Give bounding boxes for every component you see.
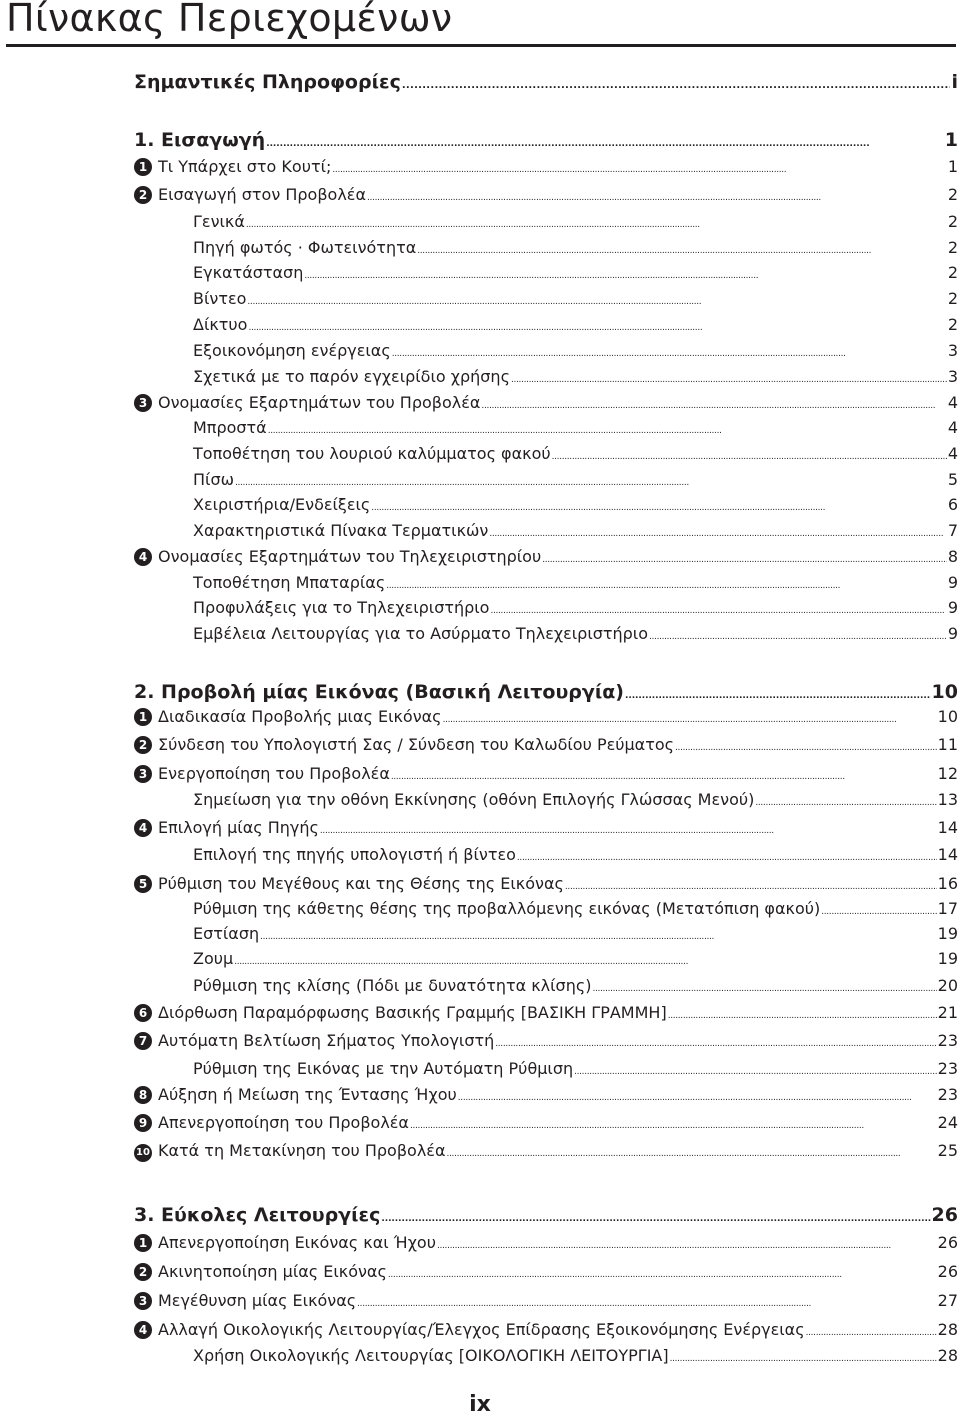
- toc-entry[interactable]: [134, 707, 958, 730]
- toc-entry[interactable]: [193, 470, 958, 493]
- dot-leader: [649, 624, 947, 647]
- dot-leader: [367, 185, 947, 208]
- toc-entry[interactable]: [193, 289, 958, 312]
- toc-entry[interactable]: [193, 521, 958, 544]
- toc-entry[interactable]: [134, 874, 958, 897]
- toc-entry-label: [134, 1085, 457, 1105]
- toc-entry-label: [134, 128, 265, 152]
- dot-leader: [332, 157, 946, 180]
- toc-entry[interactable]: [134, 157, 958, 180]
- toc-entry-label: [134, 764, 390, 784]
- toc-entry[interactable]: [134, 1262, 958, 1285]
- toc-entry-label: [134, 1141, 446, 1163]
- toc-entry-text: Απενεργοποίηση του Προβολέα: [158, 1113, 409, 1132]
- toc-entry-text: Χειριστήρια/Ενδείξεις: [193, 495, 371, 514]
- toc-entry[interactable]: [193, 598, 958, 621]
- toc-entry[interactable]: [193, 1346, 958, 1369]
- toc-entry[interactable]: [193, 899, 958, 922]
- dot-leader: [247, 289, 946, 312]
- dot-leader: [592, 976, 936, 999]
- toc-entry-label: [193, 367, 510, 387]
- number-badge-icon: 6: [134, 1004, 152, 1022]
- toc-entry-text: Χρήση Οικολογικής Λειτουργίας [ΟΙΚΟΛΟΓΙΚΗ ΛΕΙΤΟΥΡΓΙΑ]: [193, 1346, 669, 1365]
- toc-entry-text: Γενικά: [193, 212, 245, 231]
- toc-entry-page: 16: [937, 874, 958, 893]
- toc-entry-text: Κατά τη Μετακίνηση του Προβολέα: [158, 1141, 446, 1160]
- toc-entry[interactable]: [193, 845, 958, 868]
- toc-entry[interactable]: [193, 367, 958, 390]
- title-rule: [6, 44, 956, 47]
- toc-entry-page: 14: [937, 818, 958, 837]
- dot-leader: [268, 418, 947, 441]
- toc-entry-label: [193, 418, 267, 438]
- toc-entry[interactable]: [134, 185, 958, 208]
- number-badge-icon: 4: [134, 548, 152, 566]
- toc-entry-page: 1: [944, 129, 958, 151]
- toc-entry-text: 1. Εισαγωγή: [134, 129, 266, 151]
- toc-entry[interactable]: [134, 1141, 958, 1164]
- toc-entry-page: 1: [947, 157, 958, 176]
- dot-leader: [481, 393, 946, 416]
- toc-entry-label: [193, 1059, 573, 1079]
- toc-entry-page: 2: [947, 289, 958, 308]
- toc-entry-page: 9: [947, 573, 958, 592]
- toc-entry-text: Σχετικά με το παρόν εγχειρίδιο χρήσης: [193, 367, 510, 386]
- dot-leader: [388, 1262, 937, 1285]
- toc-entry-label: [193, 289, 246, 309]
- toc-entry-text: Διαδικασία Προβολής μιας Εικόνας: [158, 707, 442, 726]
- toc-entry-text: Σύνδεση του Υπολογιστή Σας / Σύνδεση του Καλωδίου Ρεύματος: [158, 735, 675, 754]
- toc-entry-label: [134, 874, 564, 894]
- dot-leader: [437, 1233, 937, 1256]
- dot-leader: [320, 818, 937, 841]
- number-badge-icon: 4: [134, 1321, 152, 1339]
- toc-entry[interactable]: [193, 212, 958, 235]
- toc-entry-text: 2. Προβολή μίας Εικόνας (Βασική Λειτουργία): [134, 681, 624, 703]
- toc-entry-page: 23: [937, 1031, 958, 1050]
- toc-entry-label: [134, 1291, 356, 1311]
- toc-entry-label: [134, 393, 480, 413]
- toc-entry-page: 27: [937, 1291, 958, 1310]
- toc-entry-page: 2: [947, 263, 958, 282]
- number-badge-icon: 3: [134, 394, 152, 412]
- toc-entry[interactable]: [193, 238, 958, 261]
- dot-leader: [248, 315, 946, 338]
- toc-entry-page: 9: [947, 598, 958, 617]
- toc-entry-page: 11: [937, 735, 958, 754]
- toc-entry-page: 20: [937, 976, 958, 995]
- toc-entry-text: Πηγή φωτός · Φωτεινότητα: [193, 238, 417, 257]
- toc-entry-label: [193, 924, 259, 944]
- page-title: Πίνακας Περιεχομένων: [6, 0, 453, 40]
- toc-entry-label: [193, 263, 303, 283]
- toc-entry-text: Εισαγωγή στον Προβολέα: [158, 185, 366, 204]
- toc-entry-text: Προφυλάξεις για το Τηλεχειριστήριο: [193, 598, 490, 617]
- dot-leader: [542, 547, 947, 570]
- number-badge-icon: 4: [134, 819, 152, 837]
- toc-entry-label: [193, 899, 820, 919]
- toc-entry-label: [134, 185, 366, 205]
- toc-entry-text: Ενεργοποίηση του Προβολέα: [158, 764, 390, 783]
- dot-leader: [402, 70, 951, 98]
- toc-entry-label: [193, 238, 416, 258]
- toc-entry-label: [193, 845, 516, 865]
- toc-entry-label: [193, 521, 488, 541]
- dot-leader: [235, 470, 947, 493]
- toc-entry-text: Απενεργοποίηση Εικόνας και Ήχου: [158, 1233, 436, 1252]
- toc-entry-text: Αυτόματη Βελτίωση Σήματος Υπολογιστή: [158, 1031, 495, 1050]
- toc-entry-text: Μεγέθυνση μίας Εικόνας: [158, 1291, 357, 1310]
- dot-leader: [675, 735, 937, 758]
- toc-entry-label: [193, 598, 489, 618]
- number-badge-icon: 2: [134, 186, 152, 204]
- toc-entry-label: [134, 1113, 409, 1133]
- toc-entry-page: 7: [947, 521, 958, 540]
- dot-leader: [386, 573, 947, 596]
- toc-entry-page: 9: [947, 624, 958, 643]
- toc-entry-text: Μπροστά: [193, 418, 267, 437]
- toc-entry-label: [134, 707, 442, 727]
- toc-entry-page: 10: [931, 681, 958, 703]
- dot-leader: [260, 924, 937, 947]
- toc-entry[interactable]: [193, 444, 958, 467]
- toc-entry-label: [193, 470, 234, 490]
- dot-leader: [574, 1059, 937, 1082]
- toc-entry-label: [193, 495, 370, 515]
- dot-leader: [552, 444, 947, 467]
- toc-entry[interactable]: [134, 1320, 958, 1343]
- toc-entry-label: [134, 735, 674, 755]
- dot-leader: [447, 1141, 937, 1164]
- toc-entry-label: [134, 1003, 667, 1023]
- toc-entry-text: Ρύθμιση της κλίσης (Πόδι με δυνατότητα κλίσης): [193, 976, 592, 995]
- dot-leader: [304, 263, 946, 286]
- toc-entry-page: 5: [947, 470, 958, 489]
- dot-leader: [490, 598, 946, 621]
- dot-leader: [495, 1031, 936, 1054]
- toc-entry-label: [193, 624, 648, 644]
- toc-entry-label: [193, 976, 591, 996]
- toc-entry-text: Σημαντικές Πληροφορίες: [134, 71, 401, 93]
- toc-entry-page: 19: [937, 949, 958, 968]
- toc-entry-text: Τοποθέτηση του λουριού καλύμματος φακού: [193, 444, 551, 463]
- toc-entry[interactable]: [134, 680, 958, 704]
- dot-leader: [234, 949, 936, 972]
- toc-entry-page: 3: [947, 341, 958, 360]
- toc-entry-text: Εστίαση: [193, 924, 260, 943]
- toc-entry-text: Τοποθέτηση Μπαταρίας: [193, 573, 386, 592]
- toc-entry[interactable]: [134, 1085, 958, 1108]
- dot-leader: [392, 341, 947, 364]
- number-badge-icon: 5: [134, 875, 152, 893]
- toc-entry-page: 23: [937, 1059, 958, 1078]
- dot-leader: [443, 707, 937, 730]
- dot-leader: [517, 845, 937, 868]
- dot-leader: [755, 790, 936, 813]
- dot-leader: [806, 1320, 937, 1343]
- toc-entry-page: 10: [937, 707, 958, 726]
- dot-leader: [489, 521, 946, 544]
- page-number: ix: [469, 1392, 491, 1417]
- dot-leader: [625, 680, 931, 708]
- toc-entry-page: 28: [937, 1346, 958, 1365]
- number-badge-icon: 2: [134, 1263, 152, 1281]
- toc-entry[interactable]: [193, 949, 958, 972]
- toc-entry-label: [134, 1203, 380, 1227]
- toc-entry-label: [134, 1031, 494, 1051]
- dot-leader: [266, 128, 944, 156]
- toc-entry-label: [134, 70, 401, 94]
- toc-entry-page: 26: [937, 1233, 958, 1252]
- toc-entry-label: [134, 1233, 436, 1253]
- dot-leader: [670, 1346, 937, 1369]
- toc-entry-page: 17: [937, 899, 958, 918]
- number-badge-icon: 10: [134, 1144, 152, 1162]
- toc-entry[interactable]: [193, 1059, 958, 1082]
- toc-entry[interactable]: [193, 263, 958, 286]
- toc-entry-text: Πίσω: [193, 470, 234, 489]
- dot-leader: [381, 1203, 930, 1231]
- toc-entry-page: 4: [947, 393, 958, 412]
- toc-entry-text: Ονομασίες Εξαρτημάτων του Τηλεχειριστηρίου: [158, 547, 542, 566]
- toc-entry-label: [193, 1346, 669, 1366]
- toc-entry-text: Ρύθμιση της Εικόνας με την Αυτόματη Ρύθμιση: [193, 1059, 574, 1078]
- dot-leader: [668, 1003, 937, 1026]
- toc-entry[interactable]: [134, 735, 958, 758]
- toc-entry-text: Τι Υπάρχει στο Κουτί;: [158, 157, 332, 176]
- toc-entry-text: Εξοικονόμηση ενέργειας: [193, 341, 391, 360]
- toc-entry-page: i: [951, 71, 958, 93]
- toc-entry-text: Εμβέλεια Λειτουργίας για το Ασύρματο Τηλεχειριστήριο: [193, 624, 648, 643]
- toc-entry-page: 26: [937, 1262, 958, 1281]
- toc-entry[interactable]: [134, 547, 958, 570]
- toc-entry-text: Εγκατάσταση: [193, 263, 304, 282]
- toc-entry-page: 3: [947, 367, 958, 386]
- toc-entry-label: [134, 1262, 387, 1282]
- toc-entry[interactable]: [193, 790, 958, 813]
- toc-entry[interactable]: [134, 70, 958, 94]
- toc-entry[interactable]: [134, 1003, 958, 1026]
- toc-entry-label: [193, 444, 551, 464]
- toc-entry-page: 2: [947, 238, 958, 257]
- toc-entry[interactable]: [193, 315, 958, 338]
- toc-entry-text: Δίκτυο: [193, 315, 248, 334]
- toc-entry-page: 28: [937, 1320, 958, 1339]
- toc-entry[interactable]: [134, 1203, 958, 1227]
- dot-leader: [357, 1291, 936, 1314]
- toc-entry-label: [193, 341, 391, 361]
- dot-leader: [565, 874, 937, 897]
- toc-entry-label: [193, 790, 754, 810]
- dot-leader: [821, 899, 936, 922]
- toc-entry-page: 2: [947, 212, 958, 231]
- toc-entry-page: 19: [937, 924, 958, 943]
- toc-entry-page: 14: [937, 845, 958, 864]
- toc-entry-text: Ρύθμιση του Μεγέθους και της Θέσης της Εικόνας: [158, 874, 564, 893]
- dot-leader: [371, 495, 947, 518]
- toc-entry-text: Ονομασίες Εξαρτημάτων του Προβολέα: [158, 393, 481, 412]
- toc-entry[interactable]: [134, 1031, 958, 1054]
- toc-entry-text: Χαρακτηριστικά Πίνακα Τερματικών: [193, 521, 489, 540]
- number-badge-icon: 2: [134, 736, 152, 754]
- toc-entry[interactable]: [193, 624, 958, 647]
- dot-leader: [410, 1113, 937, 1136]
- toc-entry-label: [134, 547, 541, 567]
- dot-leader: [511, 367, 947, 390]
- toc-entry-text: Ακινητοποίηση μίας Εικόνας: [158, 1262, 387, 1281]
- toc-entry-text: Διόρθωση Παραμόρφωσης Βασικής Γραμμής [ΒΑΣΙΚΗ ΓΡΑΜΜΗ]: [158, 1003, 667, 1022]
- toc-entry-page: 6: [947, 495, 958, 514]
- toc-entry-page: 25: [937, 1141, 958, 1160]
- toc-entry-text: 3. Εύκολες Λειτουργίες: [134, 1204, 381, 1226]
- toc-entry-page: 21: [937, 1003, 958, 1022]
- toc-entry-label: [134, 157, 331, 177]
- toc-entry-text: Σημείωση για την οθόνη Εκκίνησης (οθόνη Επιλογής Γλώσσας Μενού): [193, 790, 755, 809]
- toc-entry[interactable]: [134, 1291, 958, 1314]
- toc-entry[interactable]: [134, 393, 958, 416]
- toc-entry-label: [193, 212, 245, 232]
- number-badge-icon: 7: [134, 1032, 152, 1050]
- dot-leader: [391, 764, 937, 787]
- toc-entry[interactable]: [134, 764, 958, 787]
- toc-entry-label: [134, 818, 319, 838]
- toc-entry-text: Βίντεο: [193, 289, 247, 308]
- toc-entry-text: Ζουμ: [193, 949, 234, 968]
- dot-leader: [246, 212, 947, 235]
- toc-entry[interactable]: [134, 1233, 958, 1256]
- toc-entry[interactable]: [193, 976, 958, 999]
- toc-entry-text: Αύξηση ή Μείωση της Έντασης Ήχου: [158, 1085, 457, 1104]
- toc-entry[interactable]: [193, 418, 958, 441]
- toc-entry-page: 4: [947, 444, 958, 463]
- toc-entry-page: 12: [937, 764, 958, 783]
- toc-entry-label: [134, 680, 624, 704]
- toc-entry-label: [134, 1320, 805, 1340]
- number-badge-icon: 8: [134, 1086, 152, 1104]
- toc-entry-page: 13: [937, 790, 958, 809]
- toc-entry-page: 4: [947, 418, 958, 437]
- toc-entry-page: 2: [947, 185, 958, 204]
- toc-entry-text: Επιλογή μίας Πηγής: [158, 818, 319, 837]
- toc-entry[interactable]: [193, 924, 958, 947]
- toc-entry[interactable]: [193, 573, 958, 596]
- toc-entry-label: [193, 949, 233, 969]
- toc-entry-page: 23: [937, 1085, 958, 1104]
- toc-entry-label: [193, 315, 247, 335]
- toc-entry-page: 24: [937, 1113, 958, 1132]
- dot-leader: [417, 238, 947, 261]
- toc-entry[interactable]: [134, 128, 958, 152]
- number-badge-icon: 1: [134, 1234, 152, 1252]
- toc-entry[interactable]: [134, 1113, 958, 1136]
- number-badge-icon: 9: [134, 1114, 152, 1132]
- toc-entry[interactable]: [134, 818, 958, 841]
- number-badge-icon: 1: [134, 708, 152, 726]
- toc-entry-page: 2: [947, 315, 958, 334]
- toc-entry-text: Επιλογή της πηγής υπολογιστή ή βίντεο: [193, 845, 516, 864]
- toc-entry[interactable]: [193, 341, 958, 364]
- toc-entry-page: 26: [931, 1204, 958, 1226]
- toc-entry-text: Ρύθμιση της κάθετης θέσης της προβαλλόμενης εικόνας (Μετατόπιση φακού): [193, 899, 821, 918]
- number-badge-icon: 1: [134, 158, 152, 176]
- number-badge-icon: 3: [134, 765, 152, 783]
- dot-leader: [458, 1085, 937, 1108]
- toc-entry-text: Αλλαγή Οικολογικής Λειτουργίας/Έλεγχος Επίδρασης Εξοικονόμησης Ενέργειας: [158, 1320, 805, 1339]
- toc-entry-page: 8: [947, 547, 958, 566]
- toc-entry[interactable]: [193, 495, 958, 518]
- number-badge-icon: 3: [134, 1292, 152, 1310]
- toc-entry-label: [193, 573, 385, 593]
